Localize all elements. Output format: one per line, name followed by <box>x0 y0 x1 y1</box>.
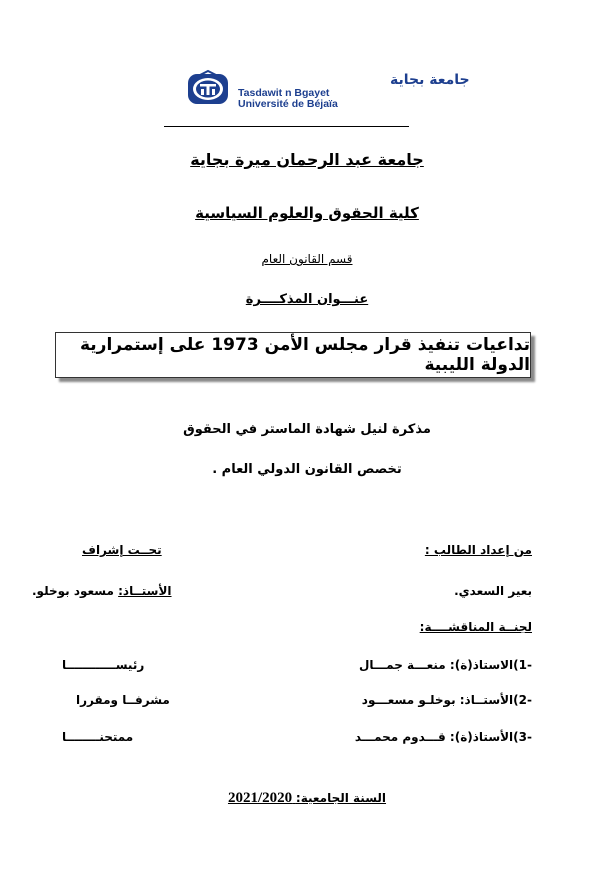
logo-line2: Université de Béjaïa <box>238 98 338 110</box>
committee-label: لجنــة المناقشــــة: <box>419 620 532 634</box>
committee-role-2: مشرفــا ومقررا <box>76 693 170 707</box>
supervisor-name: مسعود بوخلو. <box>32 584 119 598</box>
university-name: جامعة عبد الرحمان ميرة بجاية <box>190 150 424 169</box>
student-label: من إعداد الطالب : <box>424 543 532 557</box>
supervisor-prefix: الأستــاذ: <box>118 584 172 598</box>
memo-title: تداعيات تنفيذ قرار مجلس الأمن 1973 على إستمرارية الدولة الليبية <box>79 335 530 375</box>
degree-line: مذكرة لنيل شهادة الماستر في الحقوق <box>183 422 431 437</box>
committee-member-3: -3)الأستاذ(ة): قـــدوم محمـــد <box>354 730 532 744</box>
logo-line1: Tasdawit n Bgayet <box>238 87 330 99</box>
university-logo <box>186 70 470 110</box>
committee-role-3: ممتحنــــــــا <box>62 730 134 744</box>
header-divider <box>164 126 409 127</box>
logo-emblem-icon <box>188 71 228 104</box>
committee-role-1: رئيســــــــــــا <box>62 658 145 672</box>
logo-arabic-text: جامعة بجاية <box>390 72 470 88</box>
academic-year-label: السنة الجامعية: <box>295 791 387 805</box>
supervisor-label: تحــت إشراف <box>82 543 162 557</box>
student-name: بعير السعدي. <box>454 584 532 598</box>
committee-member-1: -1)الاستاذ(ة): منعـــة جمـــال <box>358 658 532 672</box>
specialty-line: تخصص القانون الدولي العام . <box>212 462 402 477</box>
academic-year <box>0 790 614 807</box>
academic-year-value: 2021/2020 <box>227 790 296 806</box>
memo-title-box <box>55 332 531 378</box>
supervisor-line <box>32 584 172 598</box>
committee-member-2: -2)الأستــاذ: بوخلـو مسعـــود <box>361 693 532 707</box>
memo-title-label: عنـــوان المذكــــرة <box>245 292 369 307</box>
department-name: قسم القانون العام <box>261 252 353 266</box>
faculty-name: كلية الحقوق والعلوم السياسية <box>195 204 419 222</box>
